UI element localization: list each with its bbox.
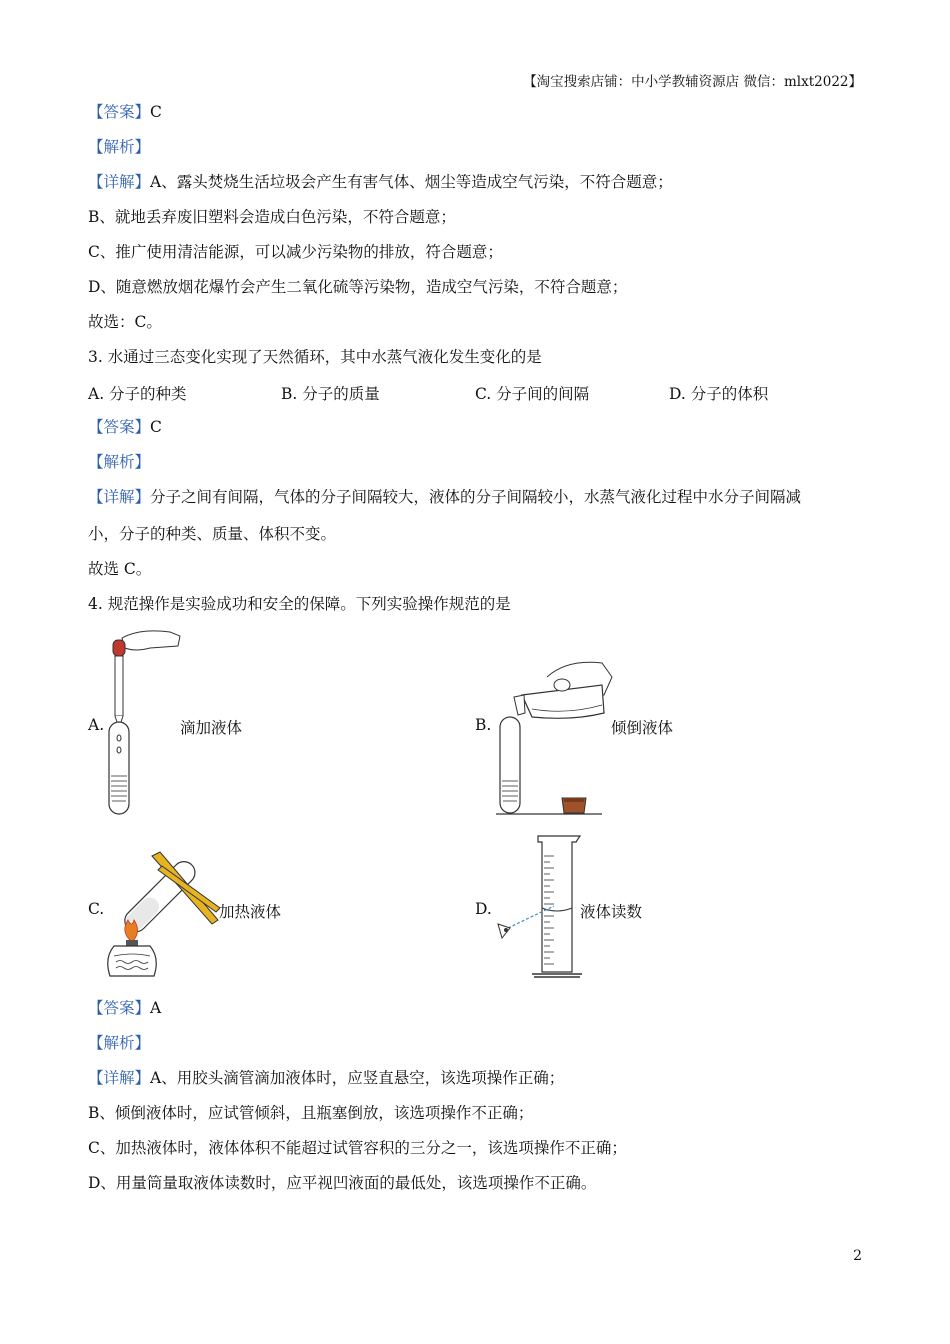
q2-detail-c: C、推广使用清洁能源，可以减少污染物的排放，符合题意；: [88, 243, 503, 261]
detail-tag: 【详解】: [88, 488, 151, 506]
q3-option-b: B. 分子的质量: [281, 385, 380, 403]
q3-analysis-line: [88, 452, 150, 472]
answer-tag: 【答案】: [88, 418, 151, 436]
detail-text: A、露头焚烧生活垃圾会产生有害气体、烟尘等造成空气污染，不符合题意；: [150, 173, 673, 191]
q4-option-a-caption: 滴加液体: [180, 719, 243, 737]
q4-detail-a: [88, 1068, 564, 1088]
pouring-figure: [492, 655, 617, 817]
q2-detail-a: [88, 172, 673, 192]
detail-tag: 【详解】: [88, 173, 151, 191]
q4-option-b-letter: B.: [475, 716, 492, 734]
answer-tag: 【答案】: [88, 999, 151, 1017]
q4-detail-c: C、加热液体时，液体体积不能超过试管容积的三分之一，该选项操作不正确；: [88, 1139, 627, 1157]
q4-option-c-caption: 加热液体: [219, 903, 282, 921]
q2-detail-d: D、随意燃放烟花爆竹会产生二氧化硫等污染物，造成空气污染，不符合题意；: [88, 278, 628, 296]
q3-option-a: A. 分子的种类: [88, 385, 187, 403]
q3-detail-1: [88, 487, 801, 507]
q3-option-d: D. 分子的体积: [669, 385, 769, 403]
q4-option-a-letter: A.: [88, 716, 105, 734]
analysis-tag: 【解析】: [88, 138, 151, 156]
cylinder-figure: [492, 832, 582, 980]
page-number: 2: [853, 1248, 862, 1264]
answer-value: A: [150, 999, 162, 1017]
q4-option-d-letter: D.: [475, 900, 492, 918]
detail-text: 分子之间有间隔，气体的分子间隔较大，液体的分子间隔较小，水蒸气液化过程中水分子间隔减: [150, 488, 802, 506]
q4-option-b-caption: 倾倒液体: [611, 719, 674, 737]
answer-value: C: [150, 418, 162, 436]
answer-value: C: [150, 103, 162, 121]
q3-option-c: C. 分子间的间隔: [475, 385, 590, 403]
q4-detail-b: B、倾倒液体时，应试管倾斜，且瓶塞倒放，该选项操作不正确；: [88, 1104, 534, 1122]
q4-option-d-caption: 液体读数: [580, 903, 643, 921]
q4-answer-line: [88, 998, 161, 1018]
analysis-tag: 【解析】: [88, 453, 151, 471]
detail-tag: 【详解】: [88, 1069, 151, 1087]
q4-option-c-letter: C.: [88, 900, 105, 918]
analysis-tag: 【解析】: [88, 1034, 151, 1052]
q4-stem: 4. 规范操作是实验成功和安全的保障。下列实验操作规范的是: [88, 595, 511, 613]
page-header: 【淘宝搜索店铺：中小学教辅资源店 微信：mlxt2022】: [523, 74, 862, 90]
q2-conclusion: 故选：C。: [88, 313, 162, 331]
detail-text: A、用胶头滴管滴加液体时，应竖直悬空，该选项操作正确；: [150, 1069, 565, 1087]
q3-answer-line: [88, 417, 162, 437]
q2-analysis-line: [88, 137, 150, 157]
heating-figure: [100, 848, 220, 980]
q4-detail-d: D、用量筒量取液体读数时，应平视凹液面的最低处，该选项操作不正确。: [88, 1174, 597, 1192]
q3-detail-2: 小，分子的种类、质量、体积不变。: [88, 525, 337, 543]
dropper-figure: [100, 626, 190, 821]
q2-detail-b: B、就地丢弃废旧塑料会造成白色污染，不符合题意；: [88, 208, 456, 226]
q3-conclusion: 故选 C。: [88, 560, 152, 578]
answer-tag: 【答案】: [88, 103, 151, 121]
q3-stem: 3. 水通过三态变化实现了天然循环，其中水蒸气液化发生变化的是: [88, 348, 542, 366]
q2-answer-line: [88, 102, 162, 122]
q4-analysis-line: [88, 1033, 150, 1053]
